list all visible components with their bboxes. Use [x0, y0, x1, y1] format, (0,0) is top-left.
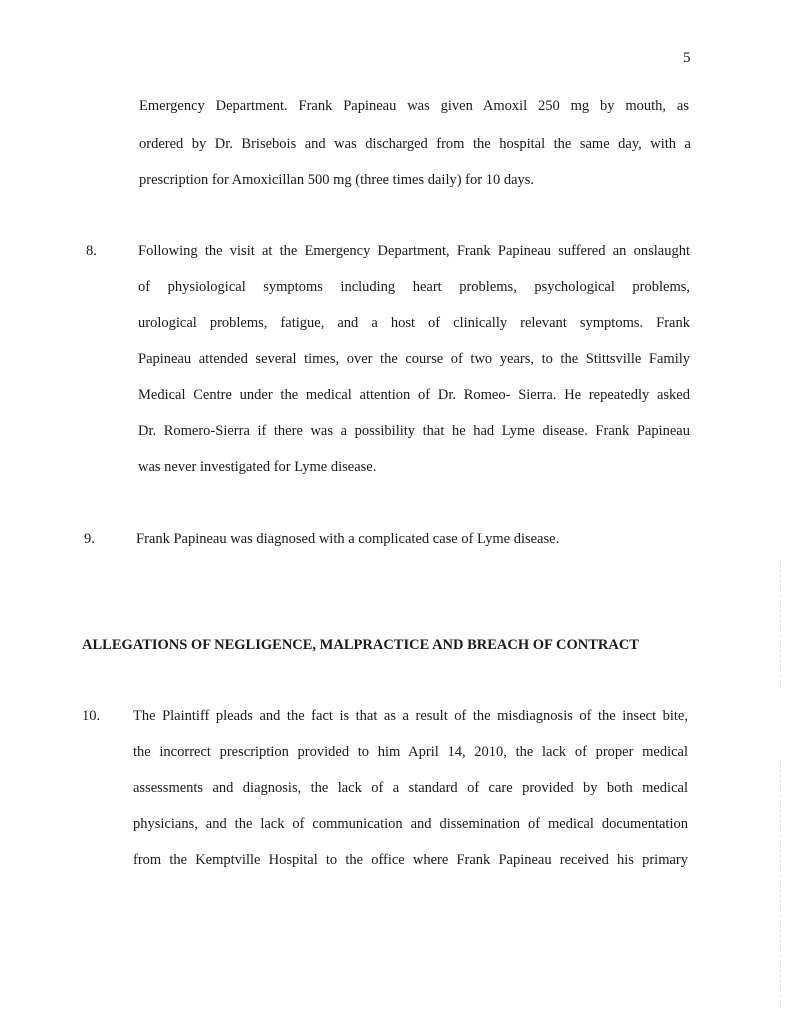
paragraph-number: 9. — [84, 531, 95, 547]
page-number: 5 — [683, 50, 691, 66]
paragraph-number: 10. — [82, 708, 101, 724]
text-line: urological problems, fatigue, and a host of clinically relevant symptoms. Frank — [138, 315, 690, 331]
section-heading: ALLEGATIONS OF NEGLIGENCE, MALPRACTICE AND BREACH OF CONTRACT — [82, 637, 639, 653]
text-line: ordered by Dr. Brisebois and was discharged from the hospital the same day, with a — [139, 136, 691, 152]
text-line: Emergency Department. Frank Papineau was given Amoxil 250 mg by mouth, as — [139, 98, 689, 114]
text-line: Dr. Romero-Sierra if there was a possibility that he had Lyme disease. Frank Papineau — [138, 423, 690, 439]
text-line: Frank Papineau was diagnosed with a complicated case of Lyme disease. — [136, 531, 560, 547]
text-line: Papineau attended several times, over the course of two years, to the Stittsville Family — [138, 351, 690, 367]
text-line: The Plaintiff pleads and the fact is that as a result of the misdiagnosis of the insect bite, — [133, 708, 688, 724]
paragraph-number: 8. — [86, 243, 97, 259]
text-line: Following the visit at the Emergency Department, Frank Papineau suffered an onslaught — [138, 243, 690, 259]
text-line: assessments and diagnosis, the lack of a standard of care provided by both medical — [133, 780, 688, 796]
text-line: was never investigated for Lyme disease. — [138, 459, 377, 475]
scan-edge-mark — [780, 760, 781, 1010]
text-line: of physiological symptoms including heart problems, psychological problems, — [138, 279, 690, 295]
text-line: the incorrect prescription provided to him April 14, 2010, the lack of proper medical — [133, 744, 688, 760]
text-line: Medical Centre under the medical attention of Dr. Romeo- Sierra. He repeatedly asked — [138, 387, 690, 403]
text-line: physicians, and the lack of communication and dissemination of medical documentation — [133, 816, 688, 832]
scan-edge-mark — [780, 560, 781, 690]
text-line: prescription for Amoxicillan 500 mg (three times daily) for 10 days. — [139, 172, 535, 188]
text-line: from the Kemptville Hospital to the office where Frank Papineau received his primary — [133, 852, 688, 868]
